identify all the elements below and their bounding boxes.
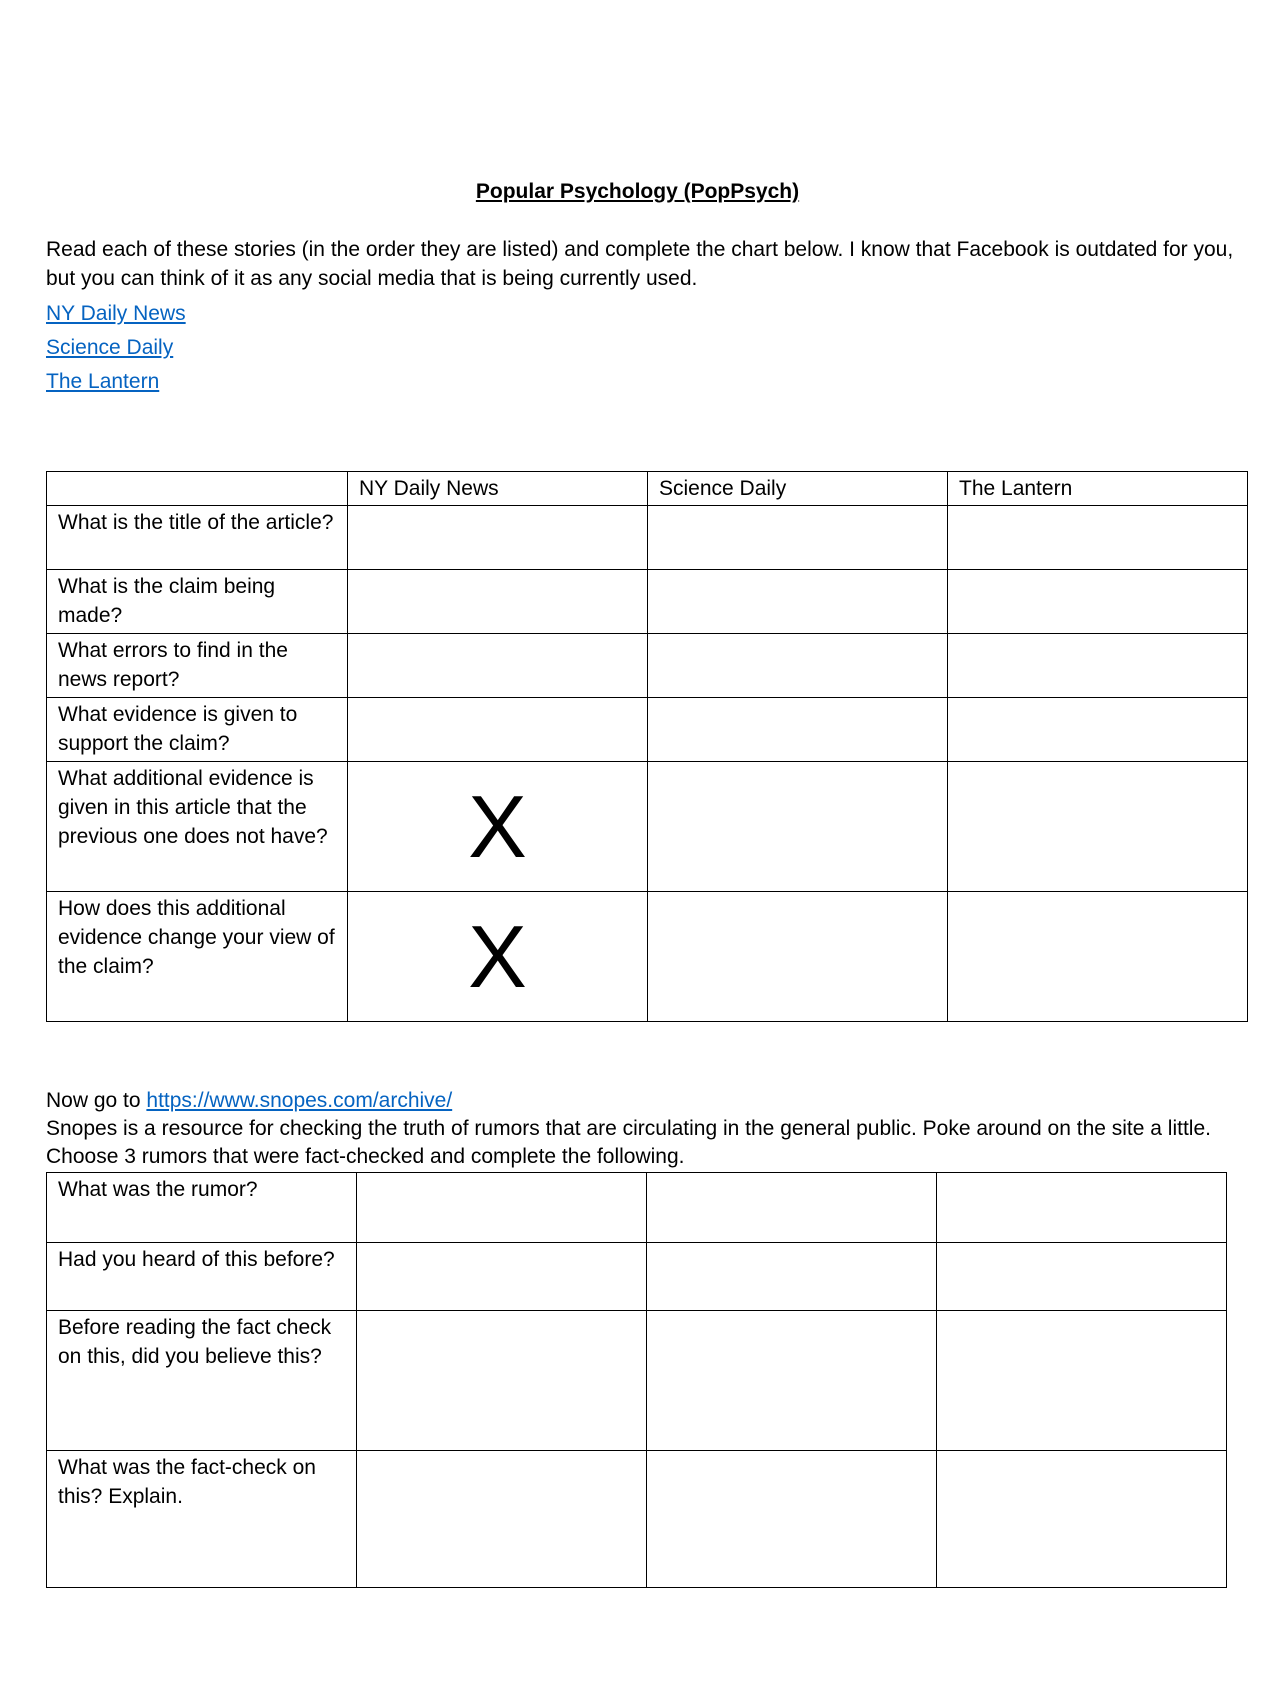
answer-cell[interactable] (948, 762, 1248, 892)
row-question: How does this additional evidence change your view of the claim? (47, 892, 348, 1022)
answer-cell[interactable] (948, 506, 1248, 570)
link-the-lantern[interactable]: The Lantern (46, 370, 160, 393)
answer-cell[interactable] (937, 1311, 1227, 1451)
answer-cell[interactable] (648, 634, 948, 698)
intro-paragraph: Read each of these stories (in the order they are listed) and complete the chart below. I know that Facebook is outdated for you, but you can think of it as any social media that is being currently used. (46, 238, 1234, 290)
table-row (47, 570, 1248, 634)
answer-cell[interactable] (648, 506, 948, 570)
table-row (47, 506, 1248, 570)
column-header: The Lantern (948, 472, 1248, 506)
x-mark: X (348, 892, 648, 1022)
answer-cell[interactable] (937, 1243, 1227, 1311)
answer-cell[interactable] (948, 570, 1248, 634)
link-ny-daily-news[interactable]: NY Daily News (46, 302, 186, 325)
answer-cell[interactable] (937, 1451, 1227, 1588)
table-header-row (47, 472, 1248, 506)
table-row (47, 698, 1248, 762)
answer-cell[interactable] (648, 762, 948, 892)
article-comparison-table (46, 471, 1248, 1022)
answer-cell[interactable] (648, 698, 948, 762)
row-question: Had you heard of this before? (47, 1243, 357, 1311)
snopes-line-3: Choose 3 rumors that were fact-checked and complete the following. (46, 1145, 685, 1168)
answer-cell[interactable] (348, 570, 648, 634)
link-science-daily[interactable]: Science Daily (46, 336, 174, 359)
table-row (47, 1173, 1227, 1243)
answer-cell[interactable] (348, 634, 648, 698)
answer-cell[interactable] (648, 892, 948, 1022)
row-question: What is the claim being made? (47, 570, 348, 634)
table-row (47, 634, 1248, 698)
row-question: What was the rumor? (47, 1173, 357, 1243)
answer-cell[interactable] (647, 1243, 937, 1311)
snopes-link[interactable]: https://www.snopes.com/archive/ (146, 1089, 453, 1112)
column-header: NY Daily News (348, 472, 648, 506)
answer-cell[interactable] (937, 1173, 1227, 1243)
snopes-prefix: Now go to (46, 1089, 147, 1112)
table-row (47, 1451, 1227, 1588)
answer-cell[interactable] (357, 1311, 647, 1451)
answer-cell[interactable] (348, 506, 648, 570)
table-row (47, 762, 1248, 892)
x-mark: X (348, 762, 648, 892)
row-question: What was the fact-check on this? Explain. (47, 1451, 357, 1588)
answer-cell[interactable] (948, 698, 1248, 762)
table-row (47, 892, 1248, 1022)
answer-cell[interactable] (648, 570, 948, 634)
table-row (47, 1311, 1227, 1451)
row-question: What additional evidence is given in this article that the previous one does not have? (47, 762, 348, 892)
answer-cell[interactable] (357, 1243, 647, 1311)
answer-cell[interactable] (948, 892, 1248, 1022)
table-row (47, 1243, 1227, 1311)
snopes-line-2: Snopes is a resource for checking the truth of rumors that are circulating in the general public. Poke around on the site a little. (46, 1117, 1211, 1140)
row-question: Before reading the fact check on this, did you believe this? (47, 1311, 357, 1451)
rumor-table (46, 1172, 1227, 1588)
page-title: Popular Psychology (PopPsych) (475, 180, 800, 203)
row-question: What is the title of the article? (47, 506, 348, 570)
snopes-line-1 (46, 1087, 1266, 1115)
answer-cell[interactable] (348, 698, 648, 762)
answer-cell[interactable] (647, 1451, 937, 1588)
empty-header-cell (47, 472, 348, 506)
answer-cell[interactable] (647, 1173, 937, 1243)
row-question: What evidence is given to support the claim? (47, 698, 348, 762)
answer-cell[interactable] (948, 634, 1248, 698)
snopes-instructions (46, 1087, 1266, 1171)
answer-cell[interactable] (357, 1451, 647, 1588)
answer-cell[interactable] (647, 1311, 937, 1451)
answer-cell[interactable] (357, 1173, 647, 1243)
row-question: What errors to find in the news report? (47, 634, 348, 698)
column-header: Science Daily (648, 472, 948, 506)
